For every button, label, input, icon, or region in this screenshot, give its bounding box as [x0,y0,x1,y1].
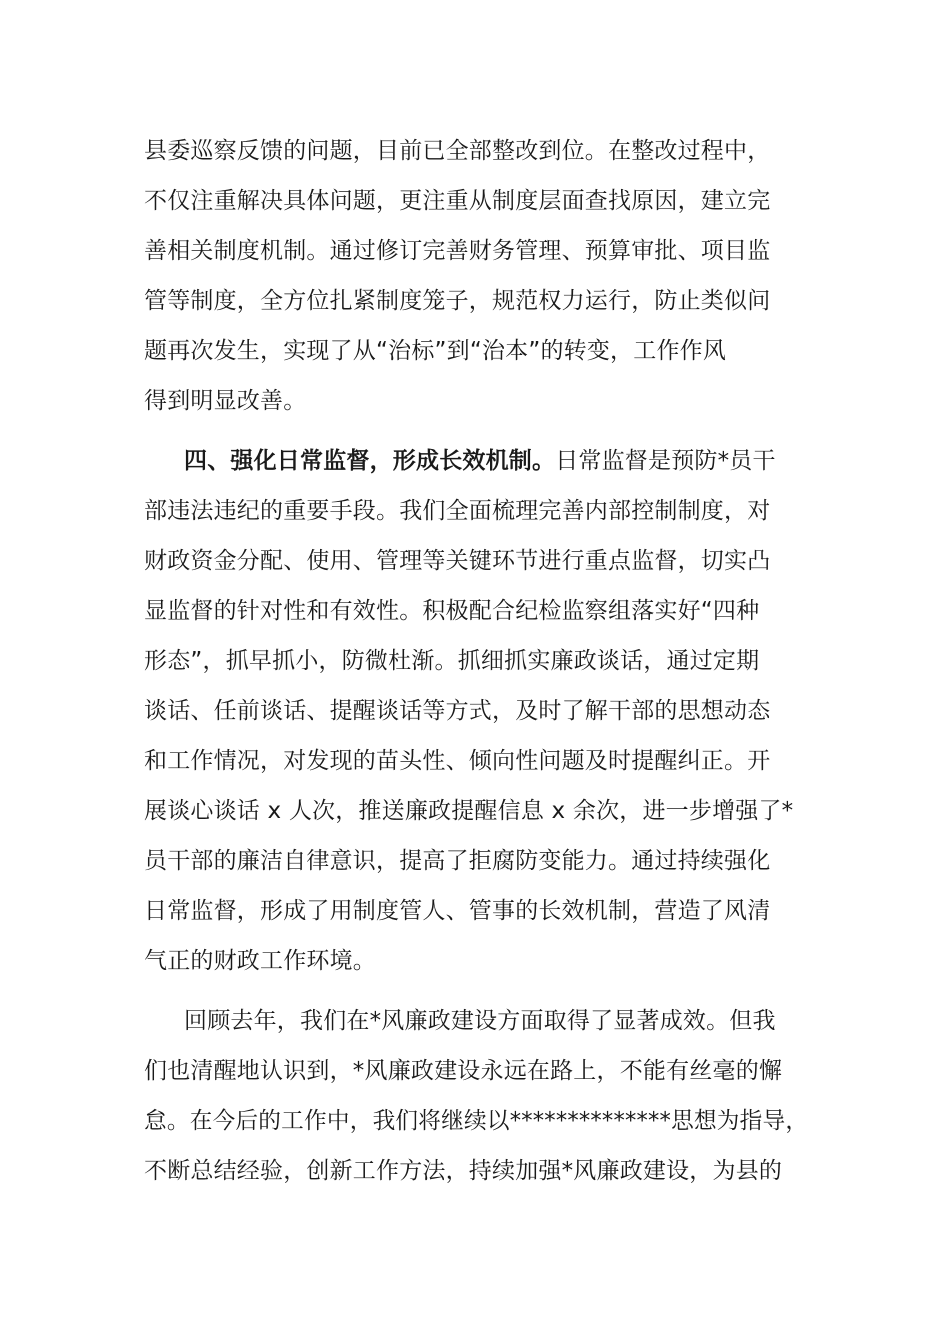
section-heading: 四、强化日常监督，形成长效机制。 [184,448,556,474]
paragraph-2-line-5: 形态”，抓早抓小，防微杜渐。抓细抓实廉政谈话，通过定期 [144,648,760,674]
paragraph-2-line-1 [184,446,776,476]
paragraph-1-line-6: 得到明显改善。 [144,388,307,414]
paragraph-1-line-4: 管等制度，全方位扎紧制度笼子，规范权力运行，防止类似问 [144,288,771,314]
paragraph-2-line-1-rest: 日常监督是预防*员干 [555,448,776,474]
paragraph-2-line-8: 展谈心谈话 x 人次，推送廉政提醒信息 x 余次，进一步增强了* [144,798,794,824]
paragraph-2-line-6: 谈话、任前谈话、提醒谈话等方式，及时了解干部的思想动态 [144,698,771,724]
paragraph-3-line-1: 回顾去年，我们在*风廉政建设方面取得了显著成效。但我 [184,1008,776,1034]
paragraph-2-line-4: 显监督的针对性和有效性。积极配合纪检监察组落实好“四种 [144,598,760,624]
paragraph-1-line-2: 不仅注重解决具体问题，更注重从制度层面查找原因，建立完 [144,188,771,214]
paragraph-2-line-3: 财政资金分配、使用、管理等关键环节进行重点监督，切实凸 [144,548,771,574]
paragraph-3-line-2: 们也清醒地认识到，*风廉政建设永远在路上，不能有丝毫的懈 [144,1058,783,1084]
paragraph-2-line-10: 日常监督，形成了用制度管人、管事的长效机制，营造了风清 [144,898,771,924]
paragraph-2-line-9: 员干部的廉洁自律意识，提高了拒腐防变能力。通过持续强化 [144,848,771,874]
paragraph-2-line-2: 部违法违纪的重要手段。我们全面梳理完善内部控制制度，对 [144,498,771,524]
paragraph-3-line-4: 不断总结经验，创新工作方法，持续加强*风廉政建设，为县的 [144,1158,783,1184]
paragraph-1-line-3: 善相关制度机制。通过修订完善财务管理、预算审批、项目监 [144,238,771,264]
paragraph-1-line-5: 题再次发生，实现了从“治标”到“治本”的转变，工作作风 [144,338,727,364]
paragraph-1-line-1: 县委巡察反馈的问题，目前已全部整改到位。在整改过程中， [144,138,771,164]
paragraph-3-line-3: 怠。在今后的工作中，我们将继续以**************思想为指导， [144,1108,809,1134]
paragraph-2-line-7: 和工作情况，对发现的苗头性、倾向性问题及时提醒纠正。开 [144,748,771,774]
paragraph-2-line-11: 气正的财政工作环境。 [144,948,376,974]
